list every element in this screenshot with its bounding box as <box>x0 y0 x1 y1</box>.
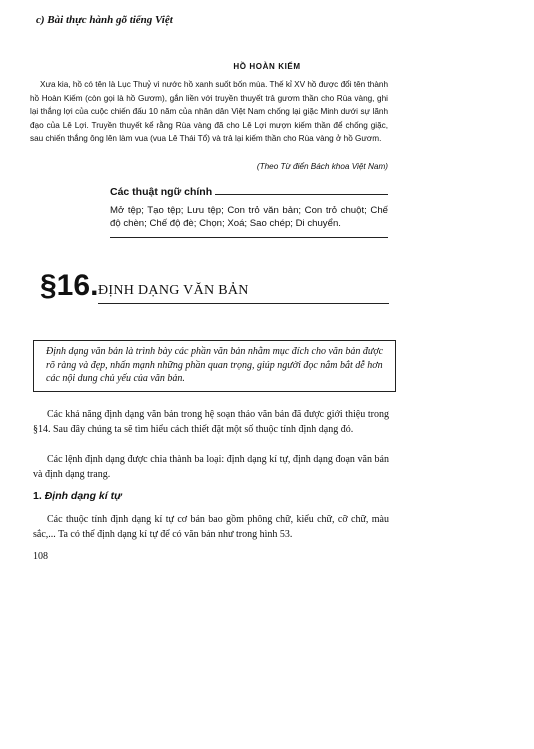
section-number-text: §16 <box>40 269 91 302</box>
key-terms-bottom-rule <box>110 237 388 238</box>
key-terms-heading-row <box>110 186 388 198</box>
subheading-1 <box>33 490 122 502</box>
section-number <box>40 266 98 306</box>
paragraph-3: Các thuộc tính định dạng kí tự cơ bản bao gồm phông chữ, kiểu chữ, cỡ chữ, màu sắc,... Ta có thể định dạng kí tự để có văn bản như trong hình 53. <box>33 514 389 540</box>
subheading-number: 1. <box>33 490 42 502</box>
section-number-dot: . <box>90 269 99 302</box>
key-terms-heading: Các thuật ngữ chính <box>110 186 213 198</box>
story-body: Xưa kia, hồ có tên là Lục Thuỷ vì nước hồ xanh suốt bốn mùa. Thế kỉ XV hồ được đổi tên thành hồ Hoàn Kiếm (còn gọi là hồ Gươm), gắn liền với truyền thuyết trả gươm thần cho Rùa vàng, ghi lại thắng lợi của cuộc chiến đấu 10 năm của nhân dân Việt Nam chống lại giặc Minh dưới sự lãnh đạo của Lê Lợi. Truyền thuyết kể rằng Rùa vàng đã cho Lê Lợi mượn kiếm thần để chống giặc, sau chiến thắng ông lên làm vua (vua Lê Thái Tổ) và trả lại kiếm thần cho Rùa vàng ở hồ Gươm. <box>30 80 388 144</box>
definition-box: Định dạng văn bản là trình bày các phần văn bản nhằm mục đích cho văn bản được rõ ràng và đẹp, nhấn mạnh những phần quan trọng, giúp người đọc nắm bắt dễ hơn các nội dung chủ yếu của văn bản. <box>33 340 396 392</box>
section-title-rule <box>98 303 389 304</box>
section-c-heading: c) Bài thực hành gõ tiếng Việt <box>36 14 173 26</box>
page-number: 108 <box>33 551 48 562</box>
paragraph-2: Các lệnh định dạng được chia thành ba loại: định dạng kí tự, định dạng đoạn văn bản và định dạng trang. <box>33 454 389 480</box>
key-terms-box <box>110 186 388 238</box>
paragraph-1: Các khả năng định dạng văn bản trong hệ soạn thảo văn bản đã được giới thiệu trong §14. Sau đây chúng ta sẽ tìm hiểu cách thiết đặt một số thuộc tính định dạng đó. <box>33 409 389 435</box>
subheading-text: Định dạng kí tự <box>44 490 122 502</box>
key-terms-heading-rule <box>215 194 388 195</box>
story-title: HỒ HOÀN KIẾM <box>233 62 301 71</box>
section-title: ĐỊNH DẠNG VĂN BẢN <box>98 283 249 298</box>
story-source: (Theo Từ điển Bách khoa Việt Nam) <box>256 162 388 171</box>
key-terms-list: Mở tệp; Tạo tệp; Lưu tệp; Con trỏ văn bản; Con trỏ chuột; Chế độ chèn; Chế độ đè; Chọn; Xoá; Sao chép; Di chuyển. <box>110 205 388 229</box>
